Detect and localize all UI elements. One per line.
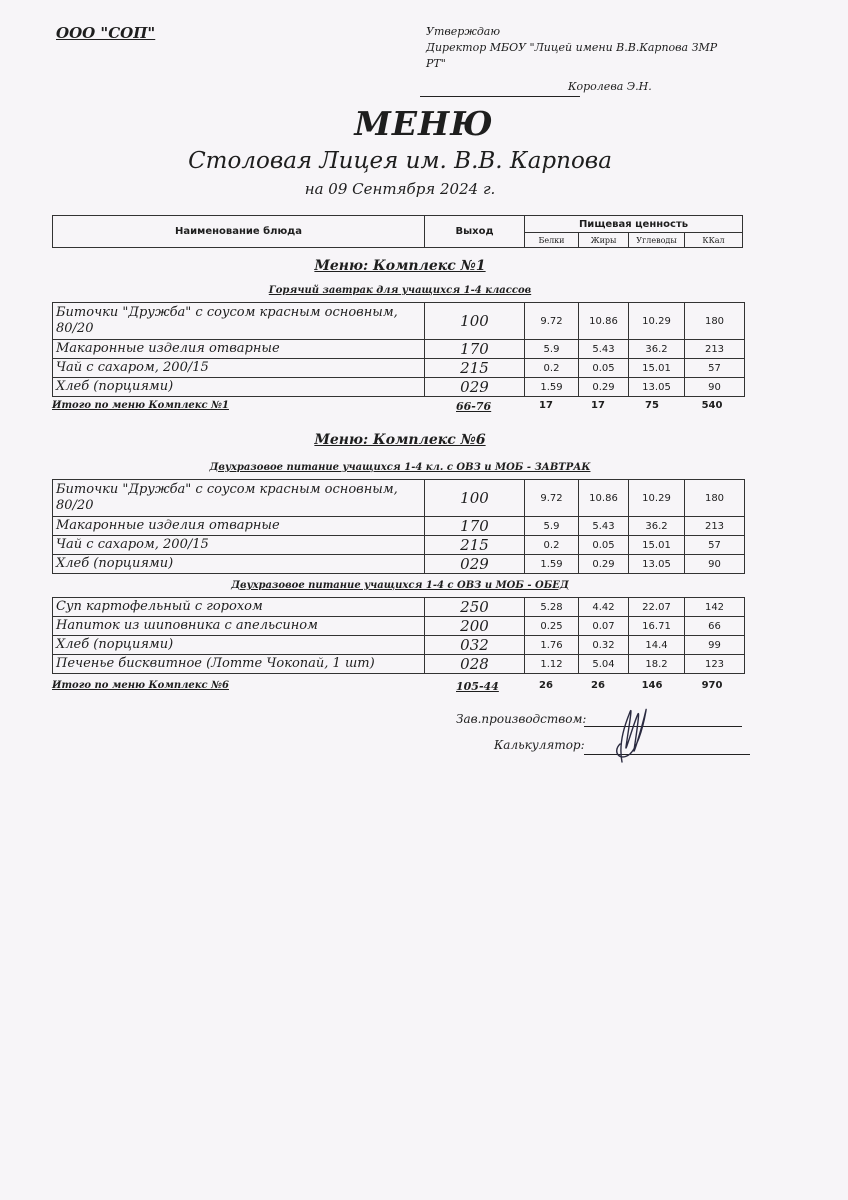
complex6-title: Меню: Комплекс №6 (314, 432, 486, 448)
protein-value: 1.59 (525, 555, 579, 574)
table-row (53, 598, 745, 617)
dish-name: Суп картофельный с горохом (53, 598, 425, 617)
protein-value: 0.25 (525, 617, 579, 636)
table-row (53, 378, 745, 397)
dish-name: Биточки "Дружба" с соусом красным основным, 80/20 (53, 480, 425, 517)
dish-name: Макаронные изделия отварные (53, 517, 425, 536)
protein-value: 0.2 (525, 359, 579, 378)
protein-value: 5.9 (525, 517, 579, 536)
carbs-value: 13.05 (629, 555, 685, 574)
complex6-lunch-title: Двухразовое питание учащихся 1-4 с ОВЗ и МОБ - ОБЕД (231, 580, 569, 591)
protein-value: 0.2 (525, 536, 579, 555)
protein-value: 9.72 (525, 480, 579, 517)
carbs-header: Углеводы (629, 233, 685, 248)
complex1-table (52, 302, 745, 397)
total-protein: 26 (539, 680, 553, 691)
protein-value: 1.76 (525, 636, 579, 655)
kcal-value: 57 (685, 536, 745, 555)
protein-header: Белки (525, 233, 579, 248)
dish-output: 032 (425, 636, 525, 655)
carbs-value: 15.01 (629, 359, 685, 378)
kcal-value: 142 (685, 598, 745, 617)
dish-name: Хлеб (порциями) (53, 555, 425, 574)
fat-value: 5.43 (579, 340, 629, 359)
protein-value: 1.59 (525, 378, 579, 397)
complex6-breakfast-title: Двухразовое питание учащихся 1-4 кл. с ОВЗ и МОБ - ЗАВТРАК (209, 462, 591, 473)
fat-value: 0.29 (579, 378, 629, 397)
dish-name: Чай с сахаром, 200/15 (53, 359, 425, 378)
total-carbs: 75 (645, 400, 659, 411)
dish-output: 200 (425, 617, 525, 636)
dish-output: 215 (425, 359, 525, 378)
protein-value: 5.9 (525, 340, 579, 359)
table-header (52, 215, 743, 248)
fat-value: 5.04 (579, 655, 629, 674)
carbs-value: 22.07 (629, 598, 685, 617)
dish-output: 029 (425, 378, 525, 397)
kcal-value: 57 (685, 359, 745, 378)
total-kcal: 970 (701, 680, 723, 691)
complex1-total (52, 400, 744, 416)
kcal-value: 180 (685, 480, 745, 517)
table-row (53, 480, 745, 517)
fat-value: 5.43 (579, 517, 629, 536)
carbs-value: 36.2 (629, 340, 685, 359)
complex1-subtitle: Горячий завтрак для учащихся 1-4 классов (268, 285, 532, 296)
total-protein: 17 (539, 400, 553, 411)
menu-date: на 09 Сентября 2024 г. (304, 180, 496, 198)
complex6-breakfast-table (52, 479, 745, 574)
complex6-lunch-table (52, 597, 745, 674)
dish-column-header: Наименование блюда (53, 216, 425, 248)
dish-output: 029 (425, 555, 525, 574)
kcal-value: 90 (685, 378, 745, 397)
table-row (53, 555, 745, 574)
dish-output: 170 (425, 517, 525, 536)
total-kcal: 540 (701, 400, 723, 411)
total-label: Итого по меню Комплекс №1 (52, 400, 229, 411)
carbs-value: 36.2 (629, 517, 685, 536)
total-fat: 17 (591, 400, 605, 411)
fat-value: 0.07 (579, 617, 629, 636)
handwritten-signature (600, 692, 660, 772)
protein-value: 1.12 (525, 655, 579, 674)
output-column-header: Выход (425, 216, 525, 248)
dish-output: 028 (425, 655, 525, 674)
table-row (53, 517, 745, 536)
carbs-value: 15.01 (629, 536, 685, 555)
kcal-value: 123 (685, 655, 745, 674)
table-row (53, 303, 745, 340)
complex1-title: Меню: Комплекс №1 (314, 258, 486, 274)
table-row (53, 655, 745, 674)
dish-output: 100 (425, 480, 525, 517)
dish-name: Макаронные изделия отварные (53, 340, 425, 359)
kcal-header: ККал (685, 233, 743, 248)
kcal-value: 180 (685, 303, 745, 340)
fat-value: 10.86 (579, 303, 629, 340)
organization-name: ООО "СОП" (56, 24, 156, 42)
carbs-value: 13.05 (629, 378, 685, 397)
fat-header: Жиры (579, 233, 629, 248)
protein-value: 5.28 (525, 598, 579, 617)
dish-output: 250 (425, 598, 525, 617)
kcal-value: 213 (685, 340, 745, 359)
dish-name: Хлеб (порциями) (53, 378, 425, 397)
total-output: 105-44 (456, 680, 499, 693)
approve-word: Утверждаю (426, 25, 501, 38)
fat-value: 0.32 (579, 636, 629, 655)
dish-output: 215 (425, 536, 525, 555)
table-row (53, 340, 745, 359)
dish-name: Печенье бисквитное (Лотте Чокопай, 1 шт) (53, 655, 425, 674)
protein-value: 9.72 (525, 303, 579, 340)
approval-block (426, 24, 726, 72)
approve-position: Директор МБОУ "Лицей имени В.В.Карпова ЗМР РТ" (426, 41, 718, 70)
nutrition-header: Пищевая ценность (525, 216, 743, 233)
carbs-value: 16.71 (629, 617, 685, 636)
director-name: Королева Э.Н. (568, 80, 652, 93)
total-carbs: 146 (641, 680, 663, 691)
total-fat: 26 (591, 680, 605, 691)
dish-name: Напиток из шиповника с апельсином (53, 617, 425, 636)
carbs-value: 10.29 (629, 480, 685, 517)
fat-value: 10.86 (579, 480, 629, 517)
total-output: 66-76 (456, 400, 492, 413)
kcal-value: 66 (685, 617, 745, 636)
carbs-value: 18.2 (629, 655, 685, 674)
dish-name: Биточки "Дружба" с соусом красным основным, 80/20 (53, 303, 425, 340)
dish-name: Хлеб (порциями) (53, 636, 425, 655)
dish-output: 170 (425, 340, 525, 359)
fat-value: 4.42 (579, 598, 629, 617)
director-signature-line (420, 96, 580, 97)
calculator-label: Калькулятор: (494, 738, 585, 752)
total-label: Итого по меню Комплекс №6 (52, 680, 229, 691)
table-row (53, 636, 745, 655)
carbs-value: 10.29 (629, 303, 685, 340)
kcal-value: 213 (685, 517, 745, 536)
fat-value: 0.05 (579, 536, 629, 555)
kcal-value: 99 (685, 636, 745, 655)
table-row (53, 359, 745, 378)
page-title: МЕНЮ (354, 104, 494, 143)
table-row (53, 617, 745, 636)
page-subtitle: Столовая Лицея им. В.В. Карпова (188, 148, 612, 174)
production-manager-label: Зав.производством: (456, 712, 587, 726)
fat-value: 0.29 (579, 555, 629, 574)
table-row (53, 536, 745, 555)
dish-name: Чай с сахаром, 200/15 (53, 536, 425, 555)
fat-value: 0.05 (579, 359, 629, 378)
carbs-value: 14.4 (629, 636, 685, 655)
kcal-value: 90 (685, 555, 745, 574)
dish-output: 100 (425, 303, 525, 340)
